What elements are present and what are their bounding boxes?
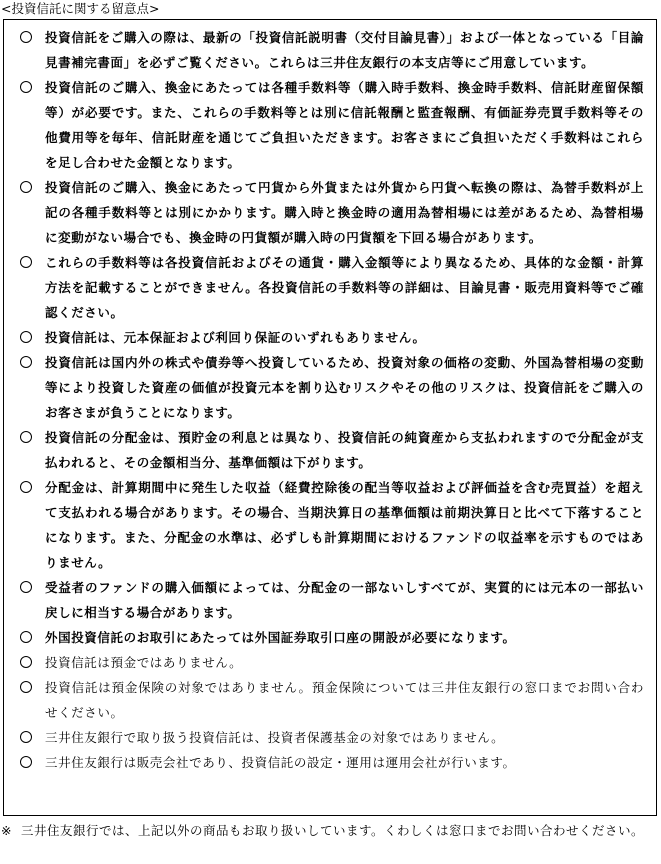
notice-item-text: 投資信託は、元本保証および利回り保証のいずれもありません。 xyxy=(45,330,426,345)
notice-item xyxy=(4,650,644,675)
circle-bullet-icon xyxy=(20,731,32,743)
notice-item xyxy=(4,750,644,775)
notice-item-text: 三井住友銀行で取り扱う投資信託は、投資者保護基金の対象ではありません。 xyxy=(45,730,505,745)
section-heading: <投資信託に関する留意点> xyxy=(1,1,160,16)
notice-list xyxy=(4,20,656,775)
notice-item xyxy=(4,325,644,350)
notice-item-text: 投資信託は預金ではありません。 xyxy=(45,655,243,670)
circle-bullet-icon xyxy=(20,356,32,368)
notice-box xyxy=(3,19,657,816)
footnote-text: 三井住友銀行では、上記以外の商品もお取り扱いしています。くわしくは窓口までお問い合わせください。 xyxy=(21,823,645,838)
circle-bullet-icon xyxy=(20,481,32,493)
circle-bullet-icon xyxy=(20,181,32,193)
notice-item-text: これらの手数料等は各投資信託およびその通貨・購入金額等により異なるため、具体的な金額・計算方法を記載することができません。各投資信託の手数料等の詳細は、目論見書・販売用資料等でご確認ください。 xyxy=(45,255,644,320)
circle-bullet-icon xyxy=(20,31,32,43)
circle-bullet-icon xyxy=(20,756,32,768)
notice-item xyxy=(4,625,644,650)
notice-item-text: 投資信託をご購入の際は、最新の「投資信託説明書（交付目論見書）」および一体となっている「目論見書補完書面」を必ずご覧ください。これらは三井住友銀行の本支店等にご用意しています。 xyxy=(45,30,644,70)
notice-item-text: 投資信託の分配金は、預貯金の利息とは異なり、投資信託の純資産から支払われますので分配金が支払われると、その金額相当分、基準価額は下がります。 xyxy=(45,430,644,470)
notice-item-text: 投資信託は預金保険の対象ではありません。預金保険については三井住友銀行の窓口までお問い合わせください。 xyxy=(45,680,644,720)
footnote-mark: ※ xyxy=(1,823,12,838)
notice-item xyxy=(4,75,644,175)
notice-item-text: 三井住友銀行は販売会社であり、投資信託の設定・運用は運用会社が行います。 xyxy=(45,755,516,770)
notice-item-text: 投資信託のご購入、換金にあたって円貨から外貨または外貨から円貨へ転換の際は、為替手数料が上記の各種手数料等とは別にかかります。購入時と換金時の適用為替相場には差があるため、為替相場に変動がない場合でも、換金時の円貨額が購入時の円貨額を下回る場合があります。 xyxy=(45,180,644,245)
notice-item-text: 受益者のファンドの購入価額によっては、分配金の一部ないしすべてが、実質的には元本の一部払い戻しに相当する場合があります。 xyxy=(45,580,644,620)
notice-item xyxy=(4,425,644,475)
circle-bullet-icon xyxy=(20,81,32,93)
circle-bullet-icon xyxy=(20,631,32,643)
circle-bullet-icon xyxy=(20,256,32,268)
notice-item-text: 外国投資信託のお取引にあたっては外国証券取引口座の開設が必要になります。 xyxy=(45,630,516,645)
circle-bullet-icon xyxy=(20,656,32,668)
notice-item xyxy=(4,250,644,325)
notice-item xyxy=(4,475,644,575)
notice-item xyxy=(4,675,644,725)
notice-item-text: 分配金は、計算期間中に発生した収益（経費控除後の配当等収益および評価益を含む売買益）を超えて支払われる場合があります。その場合、当期決算日の基準価額は前期決算日と比べて下落することになります。また、分配金の水準は、必ずしも計算期間におけるファンドの収益率を示すものではありません。 xyxy=(45,480,644,570)
notice-item-text: 投資信託は国内外の株式や債券等へ投資しているため、投資対象の価格の変動、外国為替相場の変動等により投資した資産の価値が投資元本を割り込むリスクやその他のリスクは、投資信託をご購入のお客さまが負うことになります。 xyxy=(45,355,644,420)
circle-bullet-icon xyxy=(20,681,32,693)
notice-item xyxy=(4,575,644,625)
circle-bullet-icon xyxy=(20,581,32,593)
notice-item xyxy=(4,25,644,75)
notice-item-text: 投資信託のご購入、換金にあたっては各種手数料等（購入時手数料、換金時手数料、信託財産留保額等）が必要です。また、これらの手数料等とは別に信託報酬と監査報酬、有価証券売買手数料等その他費用等を毎年、信託財産を通じてご負担いただきます。お客さまにご負担いただく手数料はこれらを足し合わせた金額となります。 xyxy=(45,80,644,170)
notice-item xyxy=(4,175,644,250)
notice-item xyxy=(4,350,644,425)
notice-item xyxy=(4,725,644,750)
footnote xyxy=(0,820,661,842)
circle-bullet-icon xyxy=(20,431,32,443)
circle-bullet-icon xyxy=(20,331,32,343)
